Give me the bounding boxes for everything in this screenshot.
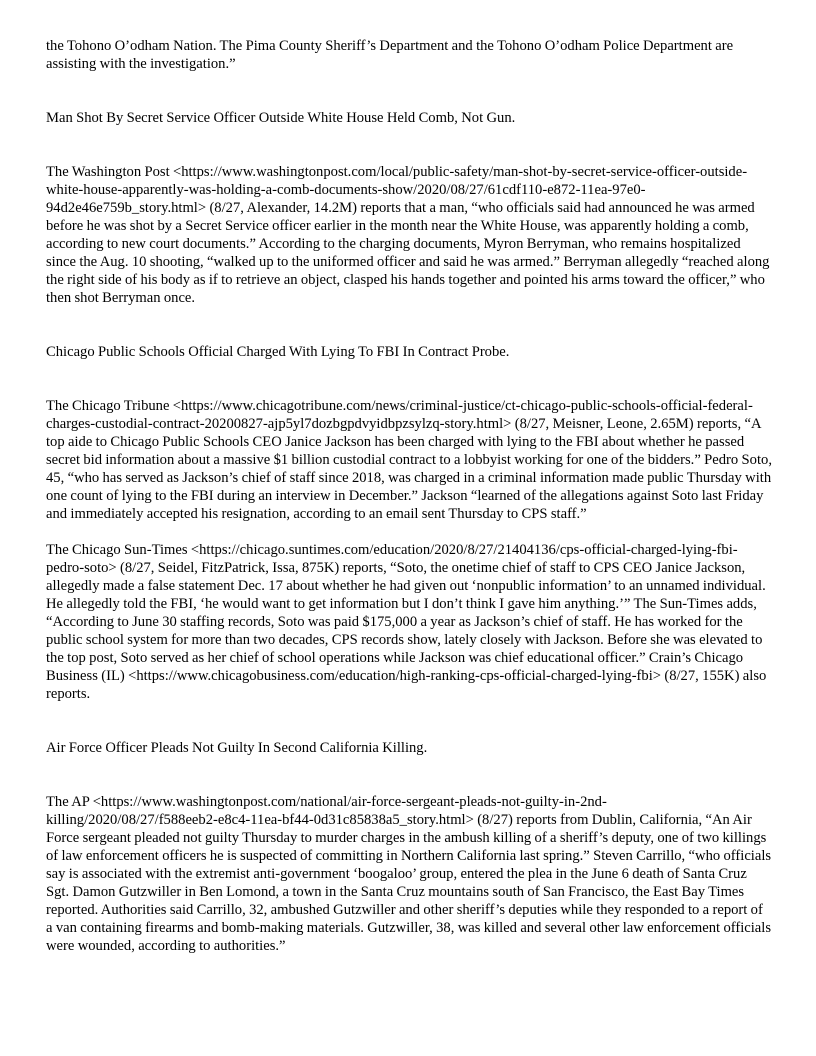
body-paragraph: The AP <https://www.washingtonpost.com/national/air-force-sergeant-pleads-not-guilty-in-2nd-killing/2020/08/27/f588eeb2-e8c4-11ea-bf44-0d31c85838a5_story.html> (8/27) reports from Dublin, California, “An Air Force sergeant pleaded not guilty Thursday to murder charges in the ambush killing of a sheriff’s deputy, one of two killings of law enforcement officers he is suspected of committing in Northern California last spring.” Steven Carrillo, “who officials say is associated with the extremist anti-government ‘boogaloo’ group, entered the plea in the June 6 death of Santa Cruz Sgt. Damon Gutzwiller in Ben Lomond, a town in the Santa Cruz mountains south of San Francisco, the East Bay Times reported. Authorities said Carrillo, 32, ambushed Gutzwiller and other sheriff’s deputies while they responded to a report of a van containing firearms and bomb-making materials. Gutzwiller, 38, was killed and several other law enforcement officials were wounded, according to authorities.” [46, 794, 772, 954]
body-paragraph: The Washington Post <https://www.washingtonpost.com/local/public-safety/man-shot-by-secret-service-officer-outside-white-house-apparently-was-holding-a-comb-documents-show/2020/08/27/61cdf110-e872-11ea-97e0-94d2e46e759b_story.html> (8/27, Alexander, 14.2M) reports that a man, “who officials said had announced he was armed before he was shot by a Secret Service officer earlier in the month near the White House, was apparently holding a comb, according to new court documents.” According to the charging documents, Myron Berryman, who remains hospitalized since the Aug. 10 shooting, “walked up to the uniformed officer and said he was armed.” Berryman allegedly “reached along the right side of his body as if to retrieve an object, clasped his hands together and pointed his arms toward the officer,” who then shot Berryman once. [46, 164, 770, 306]
headline-chicago-schools: Chicago Public Schools Official Charged With Lying To FBI In Contract Probe. [46, 344, 510, 360]
body-paragraph: The Chicago Sun-Times <https://chicago.suntimes.com/education/2020/8/27/21404136/cps-official-charged-lying-fbi-pedro-soto> (8/27, Seidel, FitzPatrick, Issa, 875K) reports, “Soto, the onetime chief of staff to CPS CEO Janice Jackson, allegedly made a false statement Dec. 17 about whether he had given out ‘nonpublic information’ to an unnamed individual. He allegedly told the FBI, ‘he would want to get information but I don’t think I gave him anything.’” The Sun-Times adds, “According to June 30 staffing records, Soto was paid $175,000 a year as Jackson’s chief of staff. He has worked for the public school system for more than two decades, CPS records show, lately closely with Jackson. Before she was elevated to the top post, Soto served as her chief of school operations while Jackson was chief educational officer.” Crain’s Chicago Business (IL) <https://www.chicagobusiness.com/education/high-ranking-cps-official-charged-lying-fbi> (8/27, 155K) also reports. [46, 542, 767, 702]
document-page [46, 37, 772, 955]
body-paragraph: The Chicago Tribune <https://www.chicagotribune.com/news/criminal-justice/ct-chicago-public-schools-official-federal-charges-custodial-contract-20200827-ajp5yl7dozbgpdvyidbpzsylzq-story.html> (8/27, Meisner, Leone, 2.65M) reports, “A top aide to Chicago Public Schools CEO Janice Jackson has been charged with lying to the FBI about whether he passed secret bid information about a massive $1 billion custodial contract to a lobbyist working for one of the bidders.” Pedro Soto, 45, “who has served as Jackson’s chief of staff since 2018, was charged in a criminal information made public Thursday with one count of lying to the FBI during an interview in December.” Jackson “learned of the allegations against Soto last Friday and immediately accepted his resignation, according to an email sent Thursday to CPS staff.” [46, 398, 772, 522]
headline-secret-service: Man Shot By Secret Service Officer Outside White House Held Comb, Not Gun. [46, 110, 516, 126]
headline-air-force: Air Force Officer Pleads Not Guilty In Second California Killing. [46, 740, 428, 756]
body-paragraph: the Tohono O’odham Nation. The Pima County Sheriff’s Department and the Tohono O’odham Police Department are assisting with the investigation.” [46, 38, 734, 72]
